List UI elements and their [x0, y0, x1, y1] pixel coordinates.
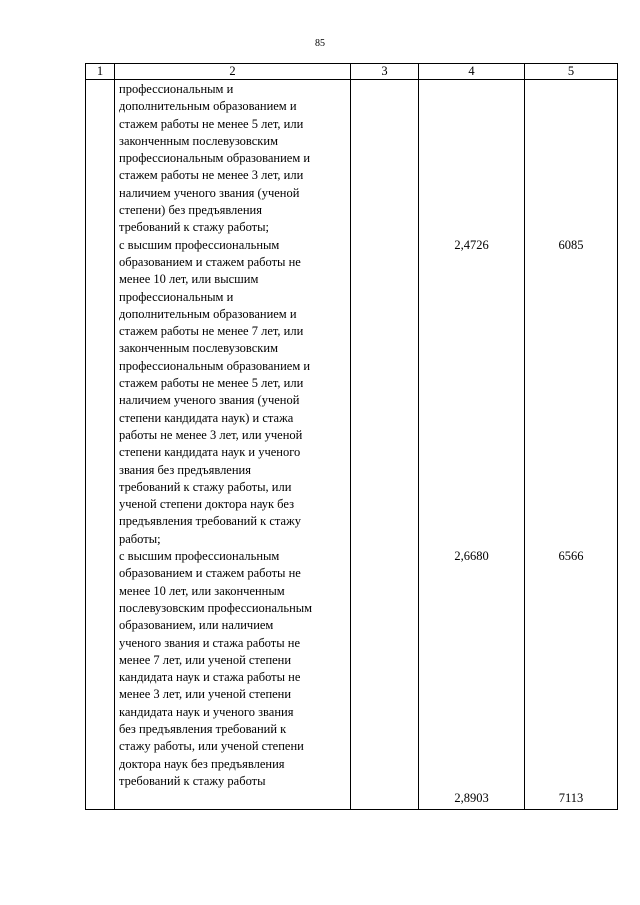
column-header-4: 4 [419, 64, 525, 80]
cell-coefficients [419, 80, 525, 810]
salary-value: 6085 [558, 238, 584, 252]
requirement-paragraph-3: с высшим профессиональным образованием и стажем работы не менее 10 лет, или законченным послевузовским профессиональным образованием, или наличием ученого звания и стажа работы не менее 7 лет, или ученой степени кандидата наук и стажа работы не менее 3 лет, или ученой степени кандидата наук и ученого звания без предъявления требований к стажу работы, или ученой степени доктора наук без предъявления требований к стажу работы [119, 549, 313, 788]
column-header-2: 2 [115, 64, 351, 80]
salary-table [85, 63, 618, 810]
coefficient-value: 2,4726 [454, 238, 489, 252]
requirement-paragraph-2: с высшим профессиональным образованием и стажем работы не менее 10 лет, или высшим профессиональным и дополнительным образованием и стажем работы не менее 7 лет, или законченным послевузовским профессиональным образованием и стажем работы не менее 5 лет, или наличием ученого звания (ученой степени кандидата наук) и стажа работы не менее 3 лет, или ученой степени кандидата наук и ученого звания без предъявления требований к стажу работы, или ученой степени доктора наук без предъявления требований к стажу работы; [119, 237, 311, 546]
coefficient-value: 2,6680 [454, 549, 489, 563]
table-header-row [86, 64, 618, 80]
cell-salaries [525, 80, 618, 810]
page-number: 85 [315, 38, 325, 49]
column-header-1: 1 [86, 64, 115, 80]
column-header-3: 3 [351, 64, 419, 80]
coefficient-value: 2,8903 [454, 791, 489, 805]
requirement-paragraph-1: профессиональным и дополнительным образованием и стажем работы не менее 5 лет, или законченным послевузовским профессиональным образованием и стажем работы не менее 3 лет, или наличием ученого звания (ученой степени) без предъявления требований к стажу работы; [119, 82, 311, 235]
column-header-5: 5 [525, 64, 618, 80]
cell-requirements [115, 80, 351, 810]
cell-col-3 [351, 80, 419, 810]
salary-value: 6566 [558, 549, 584, 563]
table-row [86, 80, 618, 810]
salary-table-container [85, 63, 617, 808]
salary-value: 7113 [558, 791, 584, 805]
cell-col-1 [86, 80, 115, 810]
